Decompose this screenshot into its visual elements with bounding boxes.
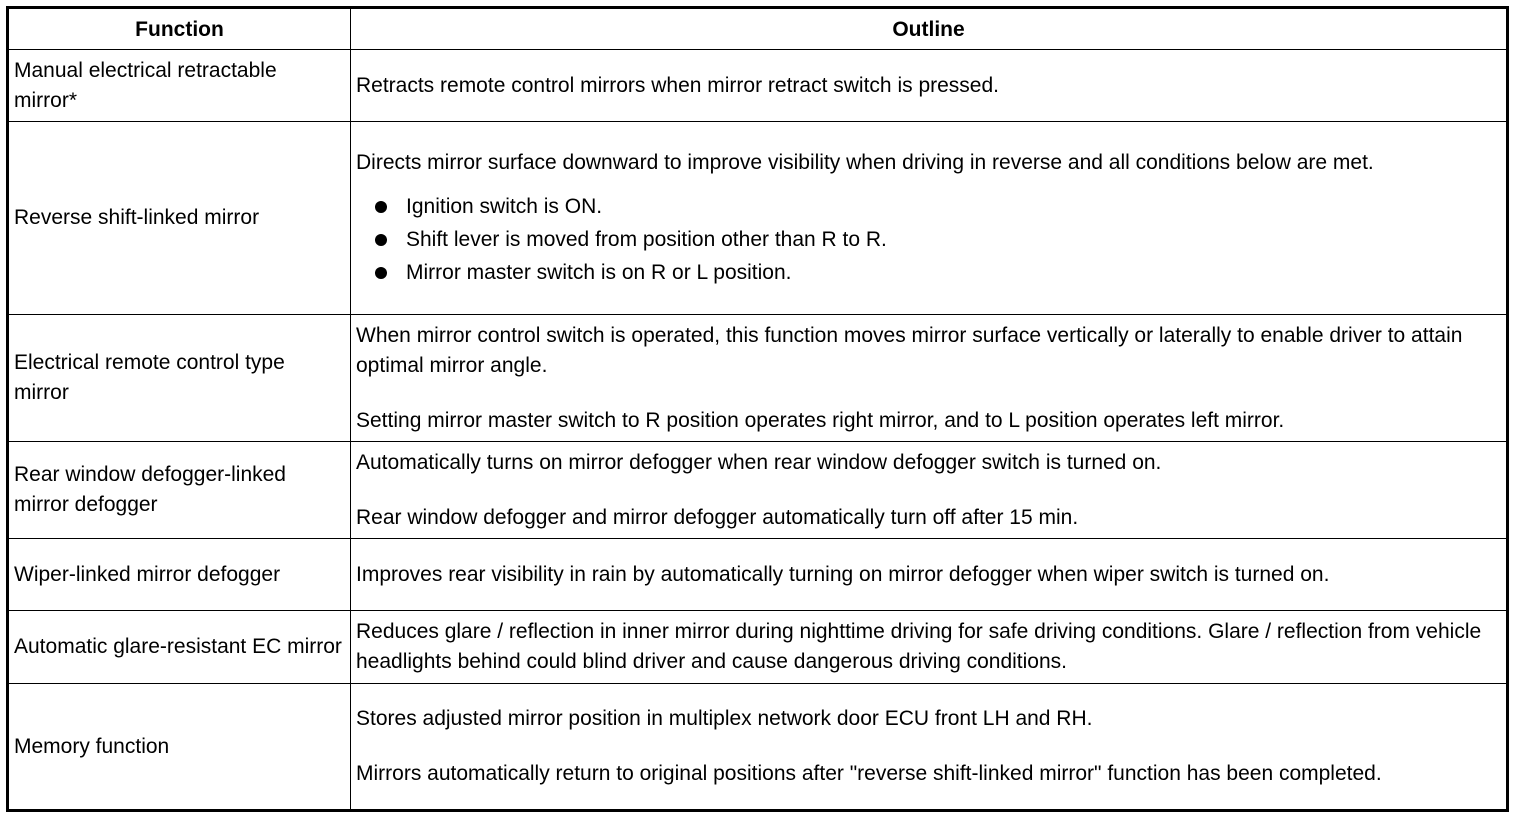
outline-cell bbox=[351, 122, 1508, 315]
outline-text: Rear window defogger and mirror defogger automatically turn off after 15 min. bbox=[356, 505, 1079, 529]
outline-cell bbox=[351, 611, 1508, 684]
condition-list bbox=[356, 190, 1501, 289]
list-item: Mirror master switch is on R or L position. bbox=[356, 256, 1501, 289]
outline-text: Automatically turns on mirror defogger when rear window defogger switch is turned on. bbox=[356, 450, 1162, 474]
list-item: Ignition switch is ON. bbox=[356, 190, 1501, 223]
table-row bbox=[8, 684, 1508, 811]
outline-text: Improves rear visibility in rain by automatically turning on mirror defogger when wiper switch is turned on. bbox=[356, 562, 1330, 586]
column-header-function: Function bbox=[8, 8, 351, 50]
outline-text: Mirrors automatically return to original positions after "reverse shift-linked mirror" function has been completed. bbox=[356, 762, 1382, 785]
outline-cell bbox=[351, 539, 1508, 611]
table-row bbox=[8, 315, 1508, 442]
outline-cell bbox=[351, 50, 1508, 122]
outline-text: Retracts remote control mirrors when mirror retract switch is pressed. bbox=[356, 73, 999, 97]
outline-cell bbox=[351, 442, 1508, 539]
table-row bbox=[8, 442, 1508, 539]
header-row bbox=[8, 8, 1508, 50]
table-row bbox=[8, 122, 1508, 315]
function-cell: Rear window defogger-linked mirror defogger bbox=[8, 442, 351, 539]
outline-cell bbox=[351, 684, 1508, 811]
outline-text: Reduces glare / reflection in inner mirror during nighttime driving for safe driving conditions. Glare / reflection from vehicle headlights behind could blind driver and cause dangerous driving conditions. bbox=[356, 620, 1482, 673]
outline-cell bbox=[351, 315, 1508, 442]
table-row bbox=[8, 50, 1508, 122]
outline-text: Stores adjusted mirror position in multiplex network door ECU front LH and RH. bbox=[356, 707, 1093, 730]
list-item: Shift lever is moved from position other than R to R. bbox=[356, 223, 1501, 256]
outline-text: Directs mirror surface downward to improve visibility when driving in reverse and all conditions below are met. bbox=[356, 150, 1374, 174]
mirror-functions-table bbox=[6, 6, 1509, 812]
table-row bbox=[8, 539, 1508, 611]
function-cell: Manual electrical retractable mirror* bbox=[8, 50, 351, 122]
column-header-outline: Outline bbox=[351, 8, 1508, 50]
outline-text: When mirror control switch is operated, this function moves mirror surface vertically or laterally to enable driver to attain optimal mirror angle. bbox=[356, 323, 1463, 377]
function-cell: Electrical remote control type mirror bbox=[8, 315, 351, 442]
function-cell: Reverse shift-linked mirror bbox=[8, 122, 351, 315]
function-cell: Automatic glare-resistant EC mirror bbox=[8, 611, 351, 684]
function-cell: Memory function bbox=[8, 684, 351, 811]
function-cell: Wiper-linked mirror defogger bbox=[8, 539, 351, 611]
outline-text: Setting mirror master switch to R position operates right mirror, and to L position operates left mirror. bbox=[356, 408, 1285, 432]
table-row bbox=[8, 611, 1508, 684]
